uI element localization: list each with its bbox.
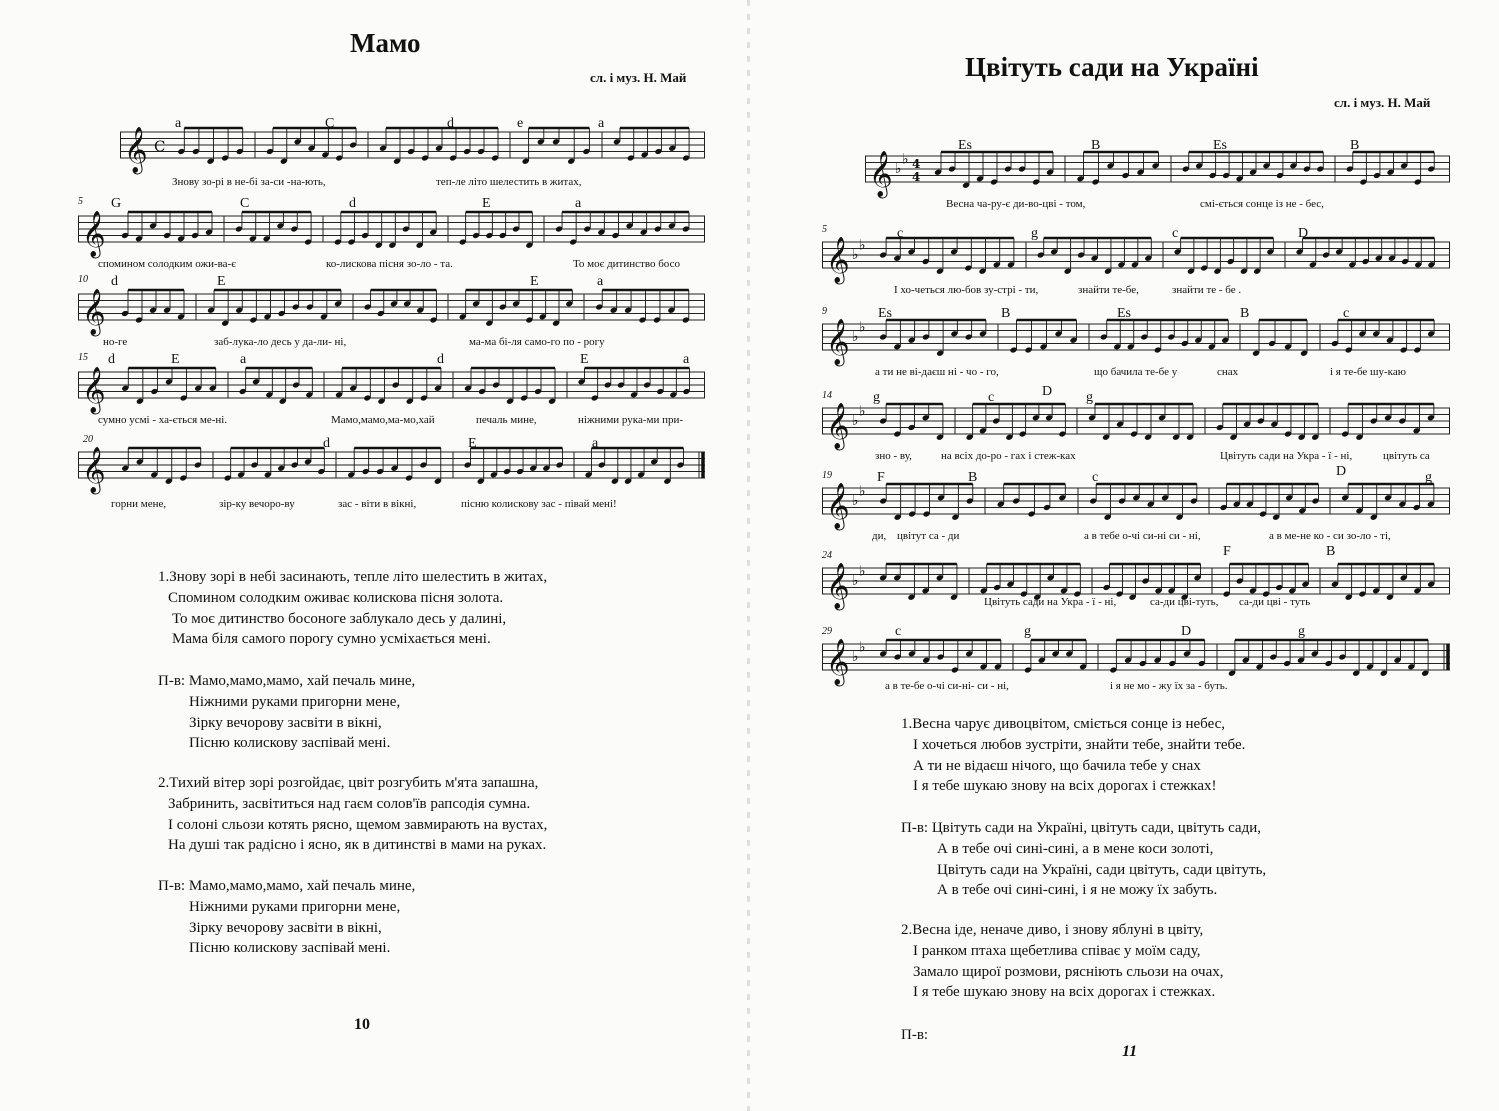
- chord-label: a: [683, 352, 690, 367]
- flat-icon: ♭: [859, 483, 866, 500]
- music-system-2: [822, 222, 1450, 304]
- verse-line: Ніжними руками пригорни мене,: [189, 693, 401, 710]
- chord-label: F: [877, 470, 885, 485]
- verse-line: 2.Тихий вітер зорі розгойдає, цвіт розгубить м'ята запашна,: [158, 775, 539, 791]
- common-time-icon: C: [154, 137, 166, 156]
- verse-line: На душі так радісно і ясно, як в дитинстві в мами на руках.: [168, 837, 547, 854]
- lyric-line: а в те-бе о-чі си-ні- си - ні,: [885, 680, 1009, 692]
- verse-line: А в тебе очі сині-сині, а в мене коси золоті,: [937, 840, 1214, 857]
- chord-label: B: [1350, 138, 1360, 153]
- treble-clef-icon: 𝄞: [82, 447, 106, 493]
- chord-label: E: [580, 352, 589, 367]
- chord-label: c: [1343, 306, 1350, 321]
- music-system-2: [78, 196, 705, 278]
- verse-line: 1.Знову зорі в небі засинають, тепле літо шелестить в житах,: [158, 569, 548, 585]
- lyric-line: зір-ку вечоро-ву: [219, 498, 295, 510]
- lyric-line: са-ди цві - туть: [1239, 596, 1311, 608]
- chord-label: g: [1024, 624, 1031, 639]
- verse-1: [901, 714, 1245, 797]
- staff: [822, 624, 1450, 684]
- lyric-line: сумно усмі - ха-ється ме-ні.: [98, 414, 228, 426]
- music-system-5: [78, 432, 705, 516]
- flat-icon: ♭: [859, 639, 866, 656]
- chord-label: D: [1042, 384, 1053, 399]
- chord-label: g: [1031, 226, 1038, 241]
- music-system-6: [822, 544, 1450, 630]
- chord-label: E: [171, 352, 180, 367]
- music-system-1: [865, 136, 1450, 218]
- verse-2: [901, 920, 1224, 1003]
- measure-number: 5: [822, 224, 827, 235]
- flat-icon: ♭: [852, 649, 859, 665]
- measure-number: 10: [78, 274, 88, 285]
- lyric-line: снах: [1217, 366, 1239, 378]
- lyric-line: ма-ма бі-ля само-го по - рогу: [469, 336, 605, 348]
- chord-label: Es: [878, 306, 892, 321]
- verse-line: Цвітуть сади на Україні, сади цвітуть, сади цвітуть,: [937, 861, 1267, 878]
- right-page: [755, 0, 1499, 1111]
- chord-label: d: [437, 352, 444, 367]
- verse-line: Зірку вечорову засвіти в вікні,: [189, 714, 382, 731]
- lyric-line: ко-лискова пісня зо-ло - та.: [326, 258, 453, 270]
- verse-line: І хочеться любов зустріти, знайти тебе, знайти тебе.: [913, 736, 1246, 753]
- staff: [822, 222, 1450, 282]
- chorus-2: [158, 876, 415, 959]
- chord-label: E: [482, 196, 491, 211]
- measure-number: 24: [822, 550, 832, 561]
- music-system-3: [822, 304, 1450, 386]
- chord-label: c: [1092, 470, 1099, 485]
- staff: [822, 548, 1450, 608]
- verse-1: [158, 567, 547, 650]
- treble-clef-icon: 𝄞: [826, 483, 850, 529]
- chord-label: d: [111, 274, 118, 289]
- song-title: Мамо: [350, 28, 421, 58]
- chord-label: g: [1425, 470, 1432, 485]
- chord-label: E: [530, 274, 539, 289]
- measure-number: 19: [822, 470, 832, 481]
- lyric-line: ди,: [872, 530, 887, 542]
- staff: [78, 274, 705, 334]
- chord-label: B: [1001, 306, 1011, 321]
- chord-label: B: [1091, 138, 1101, 153]
- verse-line: І ранком птаха щебетлива співає у моїм саду,: [913, 942, 1201, 959]
- lyric-line: і я те-бе шу-каю: [1330, 366, 1406, 378]
- chord-label: Es: [1213, 138, 1227, 153]
- verse-line: І я тебе шукаю знову на всіх дорогах і стежках!: [913, 778, 1217, 795]
- music-system-4: [822, 384, 1450, 470]
- verse-line: Пісню колискову заспівай мені.: [189, 735, 391, 752]
- chord-label: B: [1326, 544, 1336, 559]
- verse-2: [158, 773, 547, 856]
- verse-line: А ти не відаєш нічого, що бачила тебе у снах: [913, 757, 1201, 774]
- chorus-1: [901, 818, 1266, 901]
- verse-line: Спомином солодким оживає колискова пісня золота.: [168, 589, 504, 606]
- chord-label: C: [325, 116, 335, 131]
- flat-icon: ♭: [859, 403, 866, 420]
- measure-number: 20: [83, 434, 93, 445]
- treble-clef-icon: 𝄞: [826, 639, 850, 685]
- verse-line: П-в: Цвітуть сади на Україні, цвітуть сади, цвітуть сади,: [901, 820, 1261, 836]
- treble-clef-icon: 𝄞: [826, 237, 850, 283]
- music-system-7: [822, 624, 1450, 706]
- staff: [822, 304, 1450, 364]
- lyric-line: Цвітуть сади на Укра - ї - ні,: [984, 596, 1117, 608]
- verse-line: Замало щирої розмови, рясніють сльози на очах,: [913, 963, 1224, 980]
- staff: [865, 136, 1450, 196]
- chord-label: a: [575, 196, 582, 211]
- chord-label: E: [468, 436, 477, 451]
- chord-label: E: [217, 274, 226, 289]
- lyric-line: заб-лука-ло десь у да-ли- ні,: [214, 336, 347, 348]
- lyric-line: а в ме-не ко - си зо-ло - ті,: [1269, 530, 1391, 542]
- lyric-line: Знову зо-рі в не-бі за-си -на-ють,: [172, 176, 326, 188]
- music-system-4: [78, 352, 705, 434]
- treble-clef-icon: 𝄞: [82, 367, 106, 413]
- chord-label: d: [108, 352, 115, 367]
- verse-line: І я тебе шукаю знову на всіх дорогах і стежках.: [913, 984, 1216, 1001]
- lyric-line: цвітут са - ди: [897, 530, 960, 542]
- flat-icon: ♭: [852, 573, 859, 589]
- lyric-line: Мамо,мамо,ма-мо,хай: [331, 414, 435, 426]
- song-author: сл. і муз. Н. Май: [1334, 95, 1431, 110]
- verse-line: Зірку вечорову засвіти в вікні,: [189, 919, 382, 936]
- staff: [120, 112, 705, 172]
- lyric-line: а ти не ві-даєш ні - чо - го,: [875, 366, 999, 378]
- flat-icon: ♭: [859, 563, 866, 580]
- measure-number: 5: [78, 196, 83, 207]
- lyric-line: смі-ється сонце із не - бес,: [1200, 198, 1324, 210]
- lyric-line: печаль мине,: [476, 414, 537, 426]
- page-gutter: [747, 0, 750, 1111]
- lyric-line: Цвітуть сади на Укра - ї - ні,: [1220, 450, 1353, 462]
- verse-line: І солоні сльози котять рясно, щемом завмирають на вустах,: [168, 816, 548, 833]
- chord-label: C: [240, 196, 250, 211]
- chord-label: Es: [1117, 306, 1131, 321]
- verse-line: 1.Весна чарує дивоцвітом, сміється сонце із небес,: [901, 716, 1226, 732]
- chord-label: D: [1336, 464, 1347, 479]
- chorus-2: [901, 1025, 928, 1046]
- treble-clef-icon: 𝄞: [826, 563, 850, 609]
- lyric-line: а в тебе о-чі си-ні си - ні,: [1084, 530, 1201, 542]
- chord-label: g: [1298, 624, 1305, 639]
- flat-icon: ♭: [859, 319, 866, 336]
- lyric-line: І хо-четься лю-бов зу-стрі - ти,: [894, 284, 1039, 296]
- lyric-line: горни мене,: [111, 498, 167, 510]
- chord-label: F: [1223, 544, 1231, 559]
- lyric-line: і я не мо - жу їх за - буть.: [1110, 680, 1228, 692]
- song-author: сл. і муз. Н. Май: [590, 70, 687, 85]
- lyric-line: що бачила те-бе у: [1094, 366, 1178, 378]
- flat-icon: ♭: [852, 329, 859, 345]
- lyric-line: знайти те-бе,: [1078, 284, 1139, 296]
- lyric-line: знайти те - бе .: [1172, 284, 1242, 296]
- lyric-line: зно - ву,: [875, 450, 912, 462]
- chord-label: a: [592, 436, 599, 451]
- staff: [78, 432, 705, 492]
- flat-icon: ♭: [852, 247, 859, 263]
- music-system-1: [120, 112, 705, 194]
- treble-clef-icon: 𝄞: [124, 127, 148, 173]
- staff: [822, 468, 1450, 528]
- lyric-line: но-ге: [103, 336, 128, 348]
- chord-label: B: [1240, 306, 1250, 321]
- chord-label: a: [240, 352, 247, 367]
- lyric-line: Весна ча-ру-є ди-во-цві - том,: [946, 198, 1086, 210]
- measure-number: 14: [822, 390, 832, 401]
- chord-label: c: [1172, 226, 1179, 241]
- lyric-line: пісню колискову зас - півай мені!: [461, 498, 617, 510]
- lyric-line: на всіх до-ро - гах і стеж-ках: [941, 450, 1076, 462]
- chord-label: G: [111, 196, 122, 211]
- flat-icon: ♭: [859, 237, 866, 254]
- chord-label: d: [447, 116, 454, 131]
- chord-label: c: [897, 226, 904, 241]
- measure-number: 15: [78, 352, 88, 363]
- measure-number: 29: [822, 626, 832, 637]
- chord-label: e: [517, 116, 524, 131]
- lyric-line: теп-ле літо шелестить в житах,: [436, 176, 582, 188]
- staff: [78, 196, 705, 256]
- chord-label: a: [598, 116, 605, 131]
- left-page: [0, 0, 745, 1111]
- lyric-line: цвітуть са: [1383, 450, 1430, 462]
- verse-line: П-в:: [901, 1027, 929, 1043]
- lyric-line: спомином солодким ожи-ва-є: [98, 258, 236, 270]
- chord-label: D: [1181, 624, 1192, 639]
- music-system-5: [822, 464, 1450, 550]
- chord-label: a: [597, 274, 604, 289]
- measure-number: 9: [822, 306, 827, 317]
- flat-icon: ♭: [852, 413, 859, 429]
- verse-line: П-в: Мамо,мамо,мамо, хай печаль мине,: [158, 673, 416, 689]
- verse-line: 2.Весна іде, неначе диво, і знову яблуні в цвіту,: [901, 922, 1204, 938]
- verse-line: То моє дитинство босоноге заблукало десь у далині,: [172, 610, 507, 627]
- treble-clef-icon: 𝄞: [826, 319, 850, 365]
- flat-icon: ♭: [895, 161, 902, 177]
- song-title: Цвітуть сади на Україні: [965, 52, 1259, 82]
- verse-line: А в тебе очі сині-сині, і я не можу їх забуть.: [937, 882, 1218, 899]
- verse-line: Забринить, засвітиться над гаєм солов'їв рапсодія сумна.: [168, 795, 531, 812]
- verse-line: П-в: Мамо,мамо,мамо, хай печаль мине,: [158, 878, 416, 894]
- treble-clef-icon: 𝄞: [826, 403, 850, 449]
- page-number: 10: [354, 1016, 370, 1033]
- chord-label: d: [323, 436, 330, 451]
- chord-label: Es: [958, 138, 972, 153]
- flat-icon: ♭: [902, 151, 909, 168]
- lyric-line: зас - віти в вікні,: [338, 498, 417, 510]
- lyric-line: ніжними рука-ми при-: [578, 414, 684, 426]
- flat-icon: ♭: [852, 493, 859, 509]
- chorus-1: [158, 671, 415, 754]
- verse-line: Пісню колискову заспівай мені.: [189, 940, 391, 957]
- chord-label: c: [895, 624, 902, 639]
- lyric-line: са-ди цві-туть,: [1150, 596, 1219, 608]
- chord-label: g: [873, 390, 880, 405]
- chord-label: B: [968, 470, 978, 485]
- treble-clef-icon: 𝄞: [869, 151, 893, 197]
- treble-clef-icon: 𝄞: [82, 289, 106, 335]
- chord-label: c: [988, 390, 995, 405]
- chord-label: a: [175, 116, 182, 131]
- lyric-line: То моє дитинство босо: [573, 258, 680, 270]
- chord-label: g: [1086, 390, 1093, 405]
- chord-label: d: [349, 196, 356, 211]
- verse-line: Ніжними руками пригорни мене,: [189, 898, 401, 915]
- chord-label: D: [1298, 226, 1309, 241]
- page-number: 11: [1122, 1043, 1138, 1060]
- treble-clef-icon: 𝄞: [82, 211, 106, 257]
- verse-line: Мама біля самого порогу сумно усміхається мені.: [172, 631, 491, 648]
- music-system-3: [78, 274, 705, 356]
- staff: [822, 388, 1450, 448]
- time-signature-bottom: 4: [912, 170, 921, 184]
- time-signature-top: 4: [912, 157, 921, 171]
